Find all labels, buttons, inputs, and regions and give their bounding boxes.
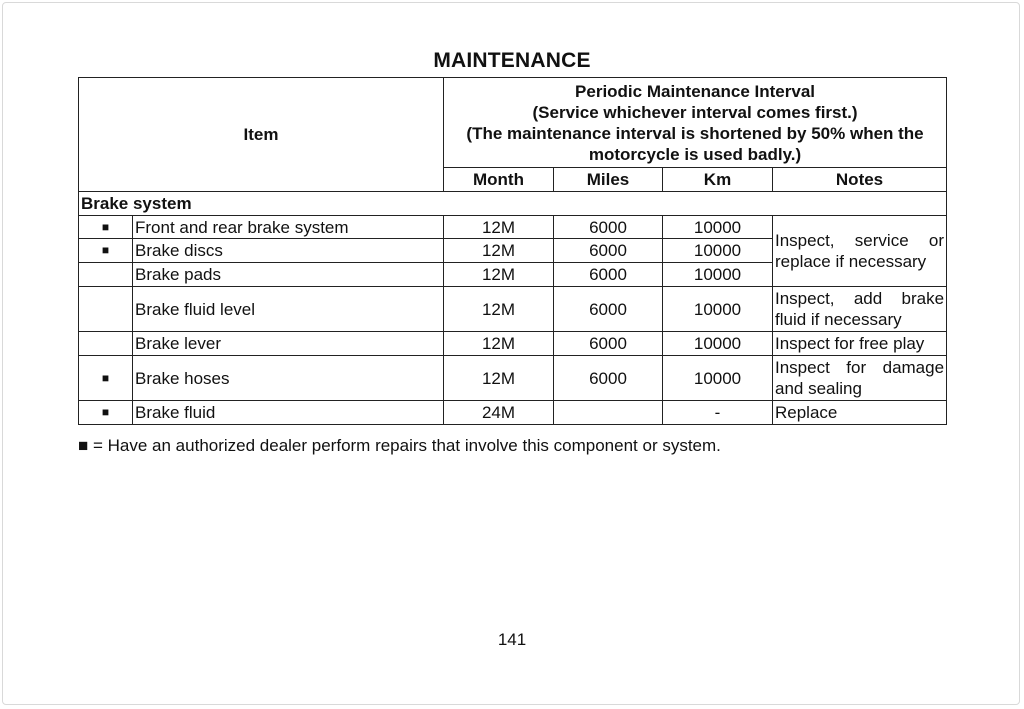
header-km: Km [663,168,773,192]
table-row [79,332,947,356]
row-miles [554,401,663,425]
row-month: 12M [444,239,554,263]
dealer-mark [79,287,133,332]
row-miles: 6000 [554,263,663,287]
table-row [79,401,947,425]
row-month: 12M [444,263,554,287]
section-title: Brake system [79,192,947,216]
table-row [79,216,947,239]
row-month: 12M [444,332,554,356]
row-notes: Inspect, add brake fluid if necessary [773,287,947,332]
dealer-mark: ■ [79,216,133,239]
dealer-mark: ■ [79,239,133,263]
header-notes: Notes [773,168,947,192]
row-km: 10000 [663,332,773,356]
header-interval-line: (The maintenance interval is shortened by 50% when the [466,123,924,143]
row-notes: Replace [773,401,947,425]
page-title: MAINTENANCE [433,49,591,72]
row-km: - [663,401,773,425]
footnote: ■ = Have an authorized dealer perform repairs that involve this component or system. [78,436,721,455]
row-item: Brake pads [133,263,444,287]
row-km: 10000 [663,216,773,239]
row-km: 10000 [663,263,773,287]
row-month: 24M [444,401,554,425]
row-miles: 6000 [554,287,663,332]
row-item: Front and rear brake system [133,216,444,239]
table-row [79,287,947,332]
header-interval [444,78,947,168]
row-notes: Inspect, service or replace if necessary [773,216,947,287]
header-interval-line: motorcycle is used badly.) [588,144,802,164]
page-number: 141 [497,630,527,649]
header-month: Month [444,168,554,192]
row-item: Brake discs [133,239,444,263]
row-item: Brake fluid level [133,287,444,332]
row-miles: 6000 [554,239,663,263]
dealer-mark: ■ [79,356,133,401]
header-interval-line: (Service whichever interval comes first.) [532,102,858,122]
row-month: 12M [444,216,554,239]
section-row [79,192,947,216]
row-item: Brake hoses [133,356,444,401]
header-row-main [79,78,947,168]
maintenance-table [78,77,947,425]
row-notes: Inspect for free play [773,332,947,356]
row-month: 12M [444,287,554,332]
dealer-mark [79,263,133,287]
row-item: Brake fluid [133,401,444,425]
row-notes: Inspect for damage and sealing [773,356,947,401]
row-month: 12M [444,356,554,401]
header-miles: Miles [554,168,663,192]
row-miles: 6000 [554,332,663,356]
header-interval-line: Periodic Maintenance Interval [575,81,815,101]
row-miles: 6000 [554,216,663,239]
row-km: 10000 [663,287,773,332]
header-item: Item [79,78,444,192]
row-km: 10000 [663,239,773,263]
dealer-mark [79,332,133,356]
dealer-mark: ■ [79,401,133,425]
row-item: Brake lever [133,332,444,356]
table-row [79,356,947,401]
row-km: 10000 [663,356,773,401]
row-miles: 6000 [554,356,663,401]
